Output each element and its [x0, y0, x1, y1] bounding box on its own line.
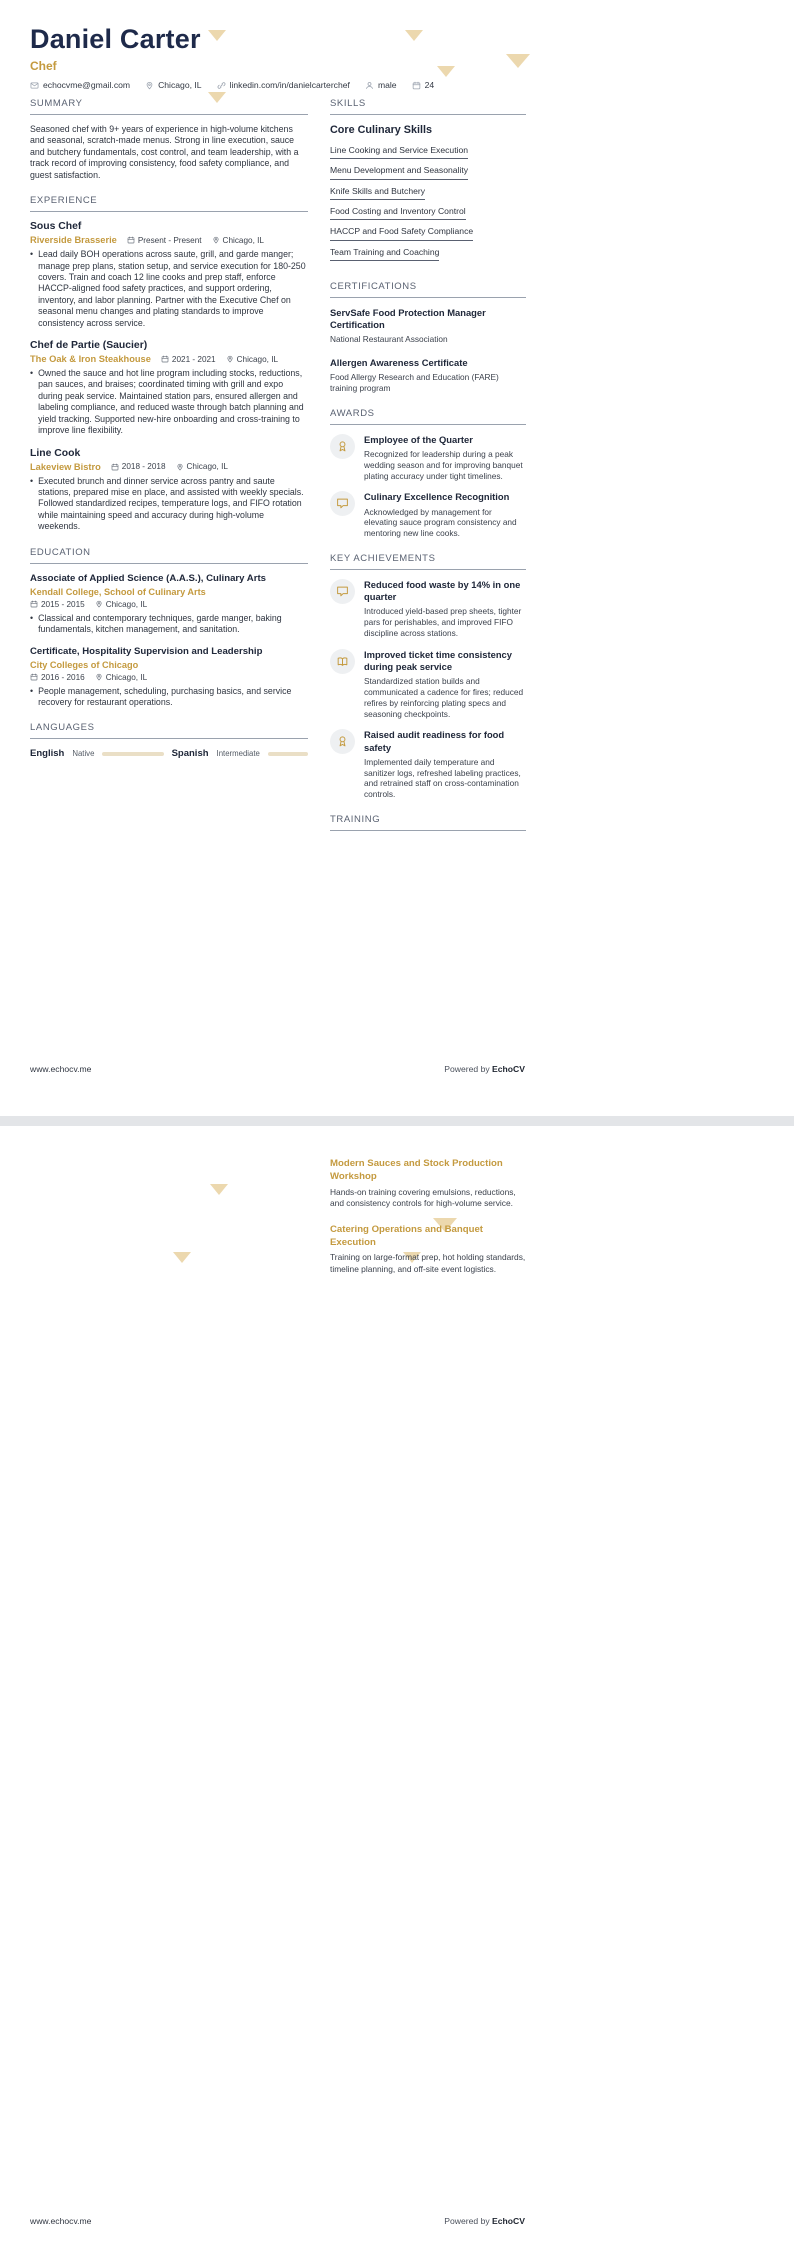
section-summary [30, 98, 308, 181]
calendar-icon [412, 81, 421, 90]
decor-triangle [506, 54, 530, 68]
job-bullet: • Owned the sauce and hot line program including stocks, reductions, pan sauces, and braises; coordinated timing with grill and expo during peak service. Maintained station pars, ensured allergen and labeling compliance, and reduced waste through batch planning and yield tracking. Supported new-hire onboarding and cross-training to improve line flexibility. [30, 368, 304, 436]
job-meta [30, 354, 308, 364]
experience-entry [30, 340, 308, 437]
section-heading-experience: EXPERIENCE [30, 195, 308, 212]
job-title: Sous Chef [30, 221, 82, 233]
training-continuation-column [330, 1158, 526, 1289]
job-dates: 2018 - 2018 [111, 462, 166, 471]
experience-entry [30, 221, 308, 329]
certification-title: ServSafe Food Protection Manager Certification [330, 306, 486, 331]
job-meta [30, 462, 308, 472]
skill-item: Food Costing and Inventory Control [330, 206, 466, 220]
section-heading-skills: SKILLS [330, 98, 526, 115]
education-meta [30, 600, 308, 609]
section-key-achievements [330, 553, 526, 800]
language-level: Intermediate [216, 749, 260, 759]
link-icon [217, 81, 226, 90]
certification-entry [330, 357, 526, 394]
education-location: Chicago, IL [95, 673, 147, 682]
job-bullet: • Executed brunch and dinner service across pantry and saute stations, prepared mise en place, and assisted with weekly specials. Followed standardized recipes, temperature logs, and FIFO rotation while maintaining speed and accuracy during high-volume weekends. [30, 475, 304, 532]
language-name: Spanish [171, 748, 209, 760]
job-title: Line Cook [30, 447, 81, 459]
decor-triangle [208, 30, 226, 41]
section-awards [330, 408, 526, 539]
language-level: Native [72, 749, 95, 759]
contact-gender-text: male [377, 80, 397, 90]
contact-email[interactable] [30, 80, 130, 90]
education-school: Kendall College, School of Culinary Arts [30, 586, 206, 597]
section-heading-key-achievements: KEY ACHIEVEMENTS [330, 553, 526, 570]
location-pin-icon [95, 600, 103, 608]
job-location: Chicago, IL [176, 462, 228, 471]
calendar-icon [30, 673, 38, 681]
skill-item: Team Training and Coaching [330, 247, 439, 261]
contact-age [412, 80, 435, 90]
certification-issuer: Food Allergy Research and Education (FARE) training program [330, 372, 499, 394]
job-company: Lakeview Bistro [30, 461, 101, 472]
footer-site-url[interactable]: www.echocv.me [30, 2216, 92, 2226]
award-body [364, 434, 526, 482]
location-pin-icon [145, 81, 154, 90]
language-name: English [30, 748, 65, 760]
achievement-title: Raised audit readiness for food safety [364, 729, 505, 753]
contact-gender [365, 80, 397, 90]
job-title: Chef de Partie (Saucier) [30, 340, 148, 352]
page-footer [30, 1064, 525, 1074]
location-pin-icon [212, 236, 220, 244]
section-certifications [330, 281, 526, 394]
certification-entry [330, 307, 526, 345]
achievement-title: Improved ticket time consistency during peak service [364, 648, 512, 672]
skill-item: Line Cooking and Service Execution [330, 145, 468, 159]
achievement-body [364, 649, 526, 720]
contact-location [145, 80, 201, 90]
education-degree: Certificate, Hospitality Supervision and Leadership [30, 645, 263, 657]
section-training [330, 814, 526, 831]
achievement-description: Implemented daily temperature and sanitizer logs, refreshed labeling practices, and retrained staff on cross-contamination controls. [364, 756, 521, 800]
contact-location-text: Chicago, IL [158, 80, 202, 90]
page-separator [0, 1116, 794, 1126]
training-entry [330, 1224, 526, 1276]
email-icon [30, 81, 39, 90]
achievement-description: Standardized station builds and communicated a cadence for fires; reduced refires by reinforcing plating specs and seasoning checkpoints. [364, 676, 524, 719]
training-description: Training on large-format prep, hot holding standards, timeline planning, and off-site event logistics. [330, 1252, 526, 1274]
job-location: Chicago, IL [212, 236, 264, 245]
candidate-title: Chef [30, 59, 57, 73]
section-heading-awards: AWARDS [330, 408, 526, 425]
comment-icon [330, 579, 355, 604]
calendar-icon [30, 600, 38, 608]
section-experience [30, 195, 308, 533]
achievement-entry [330, 729, 526, 800]
footer-brand: EchoCV [492, 2216, 525, 2226]
decor-triangle [437, 66, 455, 77]
section-heading-certifications: CERTIFICATIONS [330, 281, 526, 298]
contact-linkedin-text: linkedin.com/in/danielcarterchef [229, 80, 350, 90]
education-school: City Colleges of Chicago [30, 659, 139, 670]
achievement-description: Introduced yield-based prep sheets, tighter pars for perishables, and improved FIFO discipline across stations. [364, 606, 522, 638]
award-description: Acknowledged by management for elevating sauce program consistency and mentoring new line cooks. [364, 506, 517, 539]
medal-icon [330, 729, 355, 754]
section-heading-summary: SUMMARY [30, 98, 308, 115]
resume-page-2 [0, 1126, 794, 2246]
job-company: The Oak & Iron Steakhouse [30, 354, 151, 365]
footer-powered-by: Powered by EchoCV [444, 2216, 525, 2226]
bullet-dot: • [30, 475, 34, 486]
training-description: Hands-on training covering emulsions, reductions, and consistency controls for high-volume service. [330, 1186, 516, 1209]
right-column [330, 98, 526, 845]
job-dates: 2021 - 2021 [161, 355, 216, 364]
contact-email-text: echocvme@gmail.com [43, 80, 131, 90]
certification-issuer: National Restaurant Association [330, 334, 448, 345]
job-dates: Present - Present [127, 236, 202, 245]
experience-entry [30, 448, 308, 533]
achievement-title: Reduced food waste by 14% in one quarter [364, 579, 521, 603]
achievement-body [364, 579, 526, 639]
job-location: Chicago, IL [226, 355, 278, 364]
location-pin-icon [176, 463, 184, 471]
person-icon [365, 81, 374, 90]
achievement-entry [330, 649, 526, 720]
education-location: Chicago, IL [95, 600, 147, 609]
skill-item: Menu Development and Seasonality [330, 165, 468, 179]
job-bullet: • Lead daily BOH operations across saute, grill, and garde manger; manage prep plans, station setup, and service execution for 180-250 covers. Train and coach 12 line cooks and prep staff, enforce HACCP-aligned food safety practices, and support ordering, inventory, and labor planning. Partner with the Executive Chef on seasonal menu changes and plating standards to improve consistency across service. [30, 249, 306, 328]
summary-text: Seasoned chef with 9+ years of experience in high-volume kitchens and seasonal, scratch-made menus. Strong in line execution, sauce and butchery fundamentals, cost control, and team leadership, with a track record of improving consistency, food safety compliance, and guest satisfaction. [30, 124, 299, 180]
calendar-icon [127, 236, 135, 244]
calendar-icon [111, 463, 119, 471]
achievement-body [364, 729, 526, 800]
left-column [30, 98, 308, 773]
calendar-icon [161, 355, 169, 363]
training-title: Modern Sauces and Stock Production Workshop [330, 1158, 503, 1182]
education-dates: 2015 - 2015 [30, 600, 85, 609]
section-heading-education: EDUCATION [30, 547, 308, 564]
contact-age-text: 24 [424, 80, 435, 90]
bullet-dot: • [30, 685, 34, 696]
training-title: Catering Operations and Banquet Execution [330, 1223, 483, 1248]
education-entry [30, 646, 308, 709]
award-title: Employee of the Quarter [364, 433, 473, 445]
page-footer [30, 2216, 525, 2226]
contact-row [30, 80, 434, 90]
bullet-dot: • [30, 368, 34, 379]
education-bullet: • Classical and contemporary techniques, garde manger, baking fundamentals, kitchen management, and sanitation. [30, 612, 282, 635]
award-entry [330, 491, 526, 539]
resume-header [30, 24, 201, 73]
achievement-entry [330, 579, 526, 639]
skill-item: Knife Skills and Butchery [330, 186, 425, 200]
education-dates: 2016 - 2016 [30, 673, 85, 682]
section-heading-languages: LANGUAGES [30, 722, 308, 739]
location-pin-icon [95, 673, 103, 681]
resume-page-1 [0, 0, 794, 1116]
comment-icon [330, 491, 355, 516]
education-degree: Associate of Applied Science (A.A.S.), Culinary Arts [30, 572, 266, 584]
medal-icon [330, 434, 355, 459]
section-languages [30, 722, 308, 759]
section-heading-training: TRAINING [330, 814, 526, 831]
footer-powered-by: Powered by EchoCV [444, 1064, 525, 1074]
job-meta [30, 235, 308, 245]
education-bullet: • People management, scheduling, purchasing basics, and service recovery for restaurant operations. [30, 685, 292, 707]
location-pin-icon [226, 355, 234, 363]
contact-linkedin[interactable] [217, 80, 350, 90]
candidate-name: Daniel Carter [30, 24, 201, 54]
award-body [364, 491, 526, 539]
education-meta [30, 673, 308, 682]
bullet-dot: • [30, 249, 34, 260]
languages-row [30, 748, 308, 759]
footer-site-url[interactable]: www.echocv.me [30, 1064, 92, 1074]
decor-triangle [210, 1184, 228, 1195]
language-proficiency-bar [268, 752, 308, 756]
education-entry [30, 573, 308, 636]
section-skills [330, 98, 526, 267]
bullet-dot: • [30, 612, 34, 623]
footer-brand: EchoCV [492, 1064, 525, 1074]
training-entry [330, 1158, 526, 1210]
skills-group-title: Core Culinary Skills [330, 124, 433, 136]
decor-triangle [405, 30, 423, 41]
award-entry [330, 434, 526, 482]
decor-triangle [173, 1252, 191, 1263]
skill-item: HACCP and Food Safety Compliance [330, 226, 473, 240]
job-company: Riverside Brasserie [30, 235, 117, 246]
section-education [30, 547, 308, 709]
book-icon [330, 649, 355, 674]
award-title: Culinary Excellence Recognition [364, 491, 510, 503]
certification-title: Allergen Awareness Certificate [330, 357, 468, 369]
award-description: Recognized for leadership during a peak wedding season and for improving banquet plating accuracy under tight timelines. [364, 449, 523, 481]
language-proficiency-bar [102, 752, 163, 756]
